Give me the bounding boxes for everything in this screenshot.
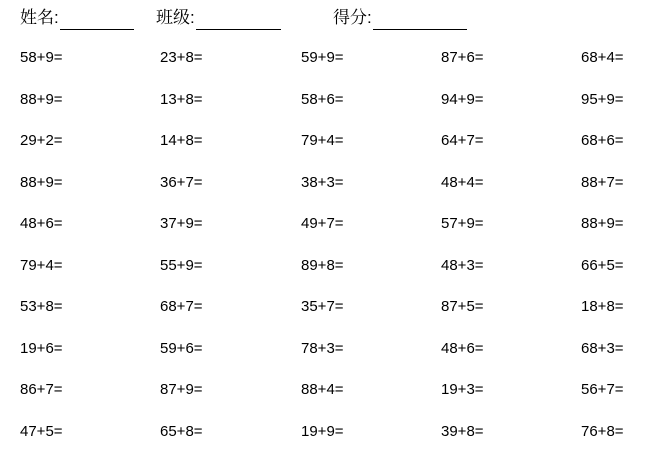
problem-item: 29+2=: [20, 127, 63, 155]
problem-item: 48+6=: [441, 335, 484, 363]
problem-item: 23+8=: [160, 44, 203, 72]
problem-item: 37+9=: [160, 210, 203, 238]
problem-row: [0, 86, 648, 128]
problem-row: [0, 252, 648, 294]
name-label: 姓名:: [20, 8, 59, 27]
problem-item: 49+7=: [301, 210, 344, 238]
problem-row: [0, 418, 648, 459]
name-field[interactable]: [20, 6, 134, 30]
problem-item: 59+9=: [301, 44, 344, 72]
problem-item: 58+9=: [20, 44, 63, 72]
problem-row: [0, 376, 648, 418]
problem-item: 68+6=: [581, 127, 624, 155]
problem-row: [0, 44, 648, 86]
score-blank-line: [373, 11, 467, 30]
problem-row: [0, 293, 648, 335]
problem-item: 87+6=: [441, 44, 484, 72]
class-label: 班级:: [156, 8, 195, 27]
problem-item: 76+8=: [581, 418, 624, 446]
problem-item: 36+7=: [160, 169, 203, 197]
problem-item: 87+9=: [160, 376, 203, 404]
problem-item: 56+7=: [581, 376, 624, 404]
problem-row: [0, 169, 648, 211]
problem-item: 87+5=: [441, 293, 484, 321]
problem-item: 19+9=: [301, 418, 344, 446]
problem-item: 57+9=: [441, 210, 484, 238]
problem-item: 35+7=: [301, 293, 344, 321]
problem-item: 89+8=: [301, 252, 344, 280]
problem-item: 47+5=: [20, 418, 63, 446]
problem-row: [0, 127, 648, 169]
problem-item: 13+8=: [160, 86, 203, 114]
problem-item: 48+6=: [20, 210, 63, 238]
problem-item: 14+8=: [160, 127, 203, 155]
problem-item: 48+3=: [441, 252, 484, 280]
problem-item: 53+8=: [20, 293, 63, 321]
problem-item: 48+4=: [441, 169, 484, 197]
problem-item: 59+6=: [160, 335, 203, 363]
problem-item: 58+6=: [301, 86, 344, 114]
problem-item: 94+9=: [441, 86, 484, 114]
name-blank-line: [60, 11, 134, 30]
problem-item: 19+3=: [441, 376, 484, 404]
problem-grid: [0, 44, 648, 459]
problem-item: 88+9=: [581, 210, 624, 238]
problem-item: 68+3=: [581, 335, 624, 363]
problem-row: [0, 335, 648, 377]
problem-item: 86+7=: [20, 376, 63, 404]
problem-item: 78+3=: [301, 335, 344, 363]
class-blank-line: [196, 11, 281, 30]
problem-item: 38+3=: [301, 169, 344, 197]
score-label: 得分:: [333, 8, 372, 27]
problem-row: [0, 210, 648, 252]
problem-item: 88+7=: [581, 169, 624, 197]
problem-item: 88+4=: [301, 376, 344, 404]
problem-item: 88+9=: [20, 169, 63, 197]
problem-item: 68+4=: [581, 44, 624, 72]
score-field[interactable]: [333, 6, 467, 30]
problem-item: 39+8=: [441, 418, 484, 446]
problem-item: 65+8=: [160, 418, 203, 446]
problem-item: 66+5=: [581, 252, 624, 280]
problem-item: 95+9=: [581, 86, 624, 114]
problem-item: 19+6=: [20, 335, 63, 363]
problem-item: 79+4=: [20, 252, 63, 280]
problem-item: 55+9=: [160, 252, 203, 280]
problem-item: 88+9=: [20, 86, 63, 114]
problem-item: 68+7=: [160, 293, 203, 321]
class-field[interactable]: [156, 6, 281, 30]
problem-item: 79+4=: [301, 127, 344, 155]
problem-item: 18+8=: [581, 293, 624, 321]
worksheet-header: [0, 6, 648, 30]
problem-item: 64+7=: [441, 127, 484, 155]
